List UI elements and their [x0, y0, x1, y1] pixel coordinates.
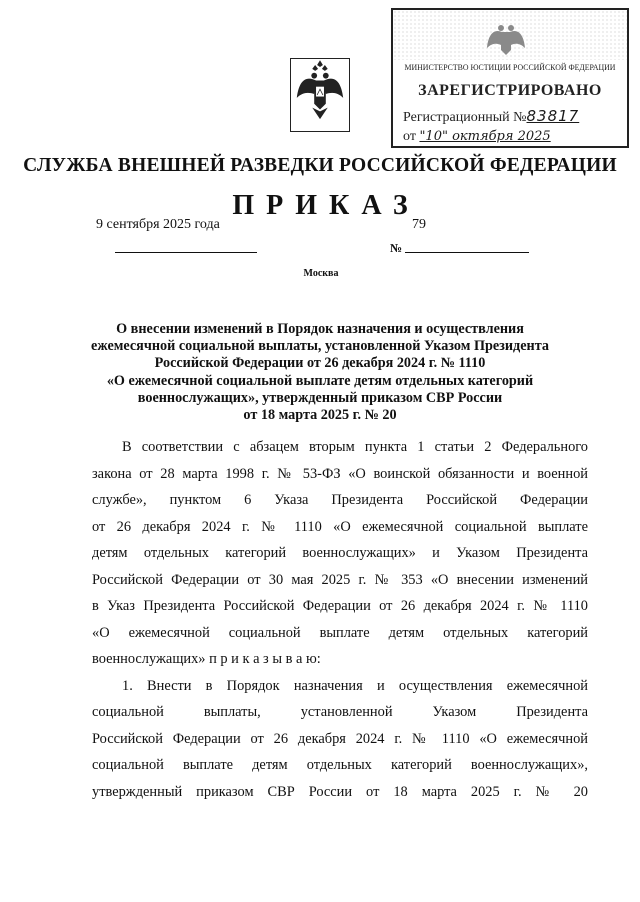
body-line: 1. Внести в Порядок назначения и осуществления ежемесячной [122, 677, 588, 694]
stamp-reg-number-handwritten: 83817 [526, 107, 580, 125]
stamp-ministry: МИНИСТЕРСТВО ЮСТИЦИИ РОССИЙСКОЙ ФЕДЕРАЦИИ [404, 62, 616, 72]
number-underline [405, 252, 529, 253]
body-line: утвержденный приказом СВР России от 18 марта 2025 г. № 20 [92, 783, 588, 800]
body-line: закона от 28 марта 1998 г. № 53-ФЗ «О воинской обязанности и военной [92, 465, 588, 482]
body-line: социальной выплаты, установленной Указом Президента [92, 704, 588, 720]
order-number: 79 [412, 217, 426, 232]
body-line: Российской Федерации от 26 декабря 2024 г. № 1110 «О ежемесячной [92, 730, 588, 747]
body-line: от 26 декабря 2024 г. № 1110 «О ежемесячной социальной выплате [92, 518, 588, 535]
registration-stamp [391, 8, 629, 148]
heading-line: О внесении изменений в Порядок назначения и осуществления [116, 321, 524, 337]
stamp-date-handwritten: "10" октября 2025 [419, 129, 551, 144]
body-line: В соответствии с абзацем вторым пункта 1 статьи 2 Федерального [122, 439, 588, 455]
order-body [92, 434, 588, 805]
heading-line: Российской Федерации от 26 декабря 2024 г. № 1110 [154, 355, 486, 372]
body-line: социальной выплате детям отдельных категорий военнослужащих», [92, 757, 588, 773]
heading-line: «О ежемесячной социальной выплате детям отдельных категорий [106, 372, 534, 389]
heading-line: от 18 марта 2025 г. № 20 [243, 407, 397, 424]
heading-line: ежемесячной социальной выплаты, установленной Указом Президента [91, 338, 549, 355]
stamp-registration-number [403, 107, 579, 126]
body-line: военнослужащих» п р и к а з ы в а ю: [92, 651, 321, 667]
number-sign: № [390, 241, 403, 255]
heading-line: военнослужащих», утвержденный приказом СВР России [137, 389, 503, 406]
body-line: детям отдельных категорий военнослужащих» и Указом Президента [92, 545, 588, 561]
agency-name: СЛУЖБА ВНЕШНЕЙ РАЗВЕДКИ РОССИЙСКОЙ ФЕДЕРАЦИИ [23, 155, 617, 176]
body-line: службе», пунктом 6 Указа Президента Российской Федерации [92, 492, 588, 508]
stamp-reg-number-label: Регистрационный № [403, 110, 527, 125]
document-title: ПРИКАЗ [232, 190, 420, 221]
coat-of-arms-emblem [290, 58, 350, 132]
body-line: «О ежемесячной социальной выплате детям отдельных категорий [92, 624, 588, 641]
order-date: 9 сентября 2025 года [96, 217, 220, 232]
body-line: Российской Федерации от 30 мая 2025 г. № 353 «О внесении изменений [92, 571, 588, 588]
order-heading [60, 321, 580, 424]
stamp-emblem [484, 16, 528, 60]
city-name: Москва [303, 268, 339, 279]
date-underline [115, 252, 257, 253]
stamp-registered-label: ЗАРЕГИСТРИРОВАНО [418, 82, 602, 99]
stamp-date-prefix: от [403, 129, 416, 144]
body-line: в Указ Президента Российской Федерации от 26 декабря 2024 г. № 1110 [92, 598, 588, 614]
stamp-registration-date [403, 129, 551, 145]
